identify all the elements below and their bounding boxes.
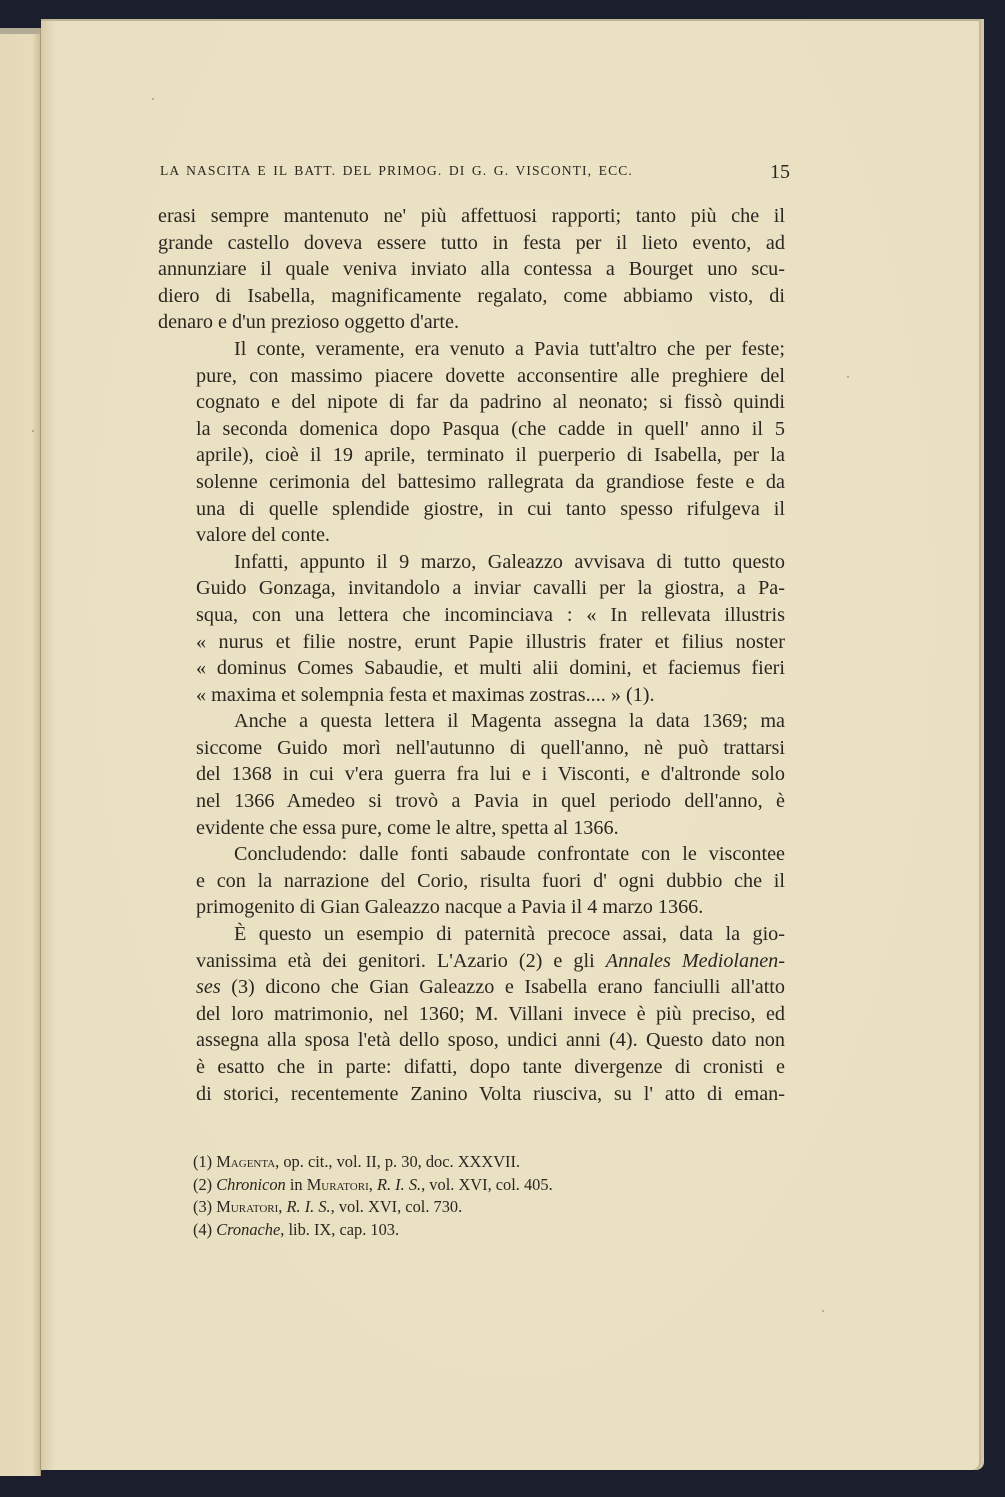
text-line: è esatto che in parte: difatti, dopo tante divergenze di cronisti e bbox=[196, 1056, 785, 1078]
footnote-number: (1) bbox=[193, 1152, 213, 1171]
paragraph-4 bbox=[158, 708, 785, 841]
footnote-2 bbox=[193, 1174, 753, 1197]
text-line bbox=[158, 948, 785, 975]
footnote-text: , bbox=[368, 1174, 377, 1194]
text-line: « maxima et solempnia festa et maximas zostras.... » (1). bbox=[196, 683, 655, 706]
text-line: cognato e del nipote di far da padrino al neonato; si fissò quindi bbox=[196, 391, 785, 414]
footnote-author: Muratori bbox=[306, 1174, 369, 1194]
paragraph-2 bbox=[158, 336, 785, 549]
footnote-text: , op. cit., vol. II, p. 30, doc. XXXVII. bbox=[275, 1152, 521, 1171]
text-line: « nurus et filie nostre, erunt Papie illustris frater et filius noster bbox=[196, 630, 785, 653]
text-line: pure, con massimo piacere dovette acconsentire alle preghiere del bbox=[196, 364, 785, 387]
text-line: di storici, recentemente Zanino Volta riusciva, su l' atto di eman- bbox=[196, 1082, 785, 1105]
footnote-1 bbox=[193, 1151, 753, 1174]
text-line: erasi sempre mantenuto ne' più affettuosi rapporti; tanto più che il bbox=[158, 205, 785, 227]
text-line: assegna alla sposa l'età dello sposo, undici anni (4). Questo dato non bbox=[196, 1029, 785, 1052]
text-line: del loro matrimonio, nel 1360; M. Villani invece è più preciso, ed bbox=[196, 1002, 785, 1025]
body-text bbox=[158, 203, 785, 1107]
footnote-text: , vol. XVI, col. 730. bbox=[330, 1197, 463, 1216]
text-segment: vanissima età dei genitori. L'Azario (2) e gli bbox=[196, 949, 606, 972]
text-line: annunziare il quale veniva inviato alla contessa a Bourget uno scu- bbox=[158, 258, 785, 281]
text-line: nel 1366 Amedeo si trovò a Pavia in quel periodo dell'anno, è bbox=[196, 790, 785, 813]
paper-speck bbox=[822, 1310, 824, 1312]
footnote-text: , vol. XVI, col. 405. bbox=[421, 1174, 553, 1194]
footnote-title: Cronache bbox=[216, 1219, 281, 1239]
footnote-number: (4) bbox=[193, 1219, 213, 1239]
footnote-text: , lib. IX, cap. 103. bbox=[280, 1219, 400, 1239]
footnotes bbox=[193, 1151, 753, 1241]
text-line bbox=[158, 974, 785, 1001]
text-line: solenne cerimonia del battesimo rallegrata da grandiose feste e da bbox=[196, 470, 785, 493]
facing-page-fold bbox=[0, 28, 40, 34]
text-line: « dominus Comes Sabaudie, et multi alii domini, et faciemus fieri bbox=[196, 657, 785, 680]
footnote-text: , bbox=[278, 1197, 287, 1216]
paragraph-6 bbox=[158, 921, 785, 1107]
text-line: una di quelle splendide giostre, in cui tanto spesso rifulgeva il bbox=[196, 497, 785, 520]
text-line: la seconda domenica dopo Pasqua (che cadde in quell' anno il 5 bbox=[196, 417, 785, 440]
text-line: e con la narrazione del Corio, risulta fuori d' ogni dubbio che il bbox=[196, 869, 785, 892]
text-line: Il conte, veramente, era venuto a Pavia tutt'altro che per feste; bbox=[234, 337, 785, 360]
paragraph-5 bbox=[158, 841, 785, 921]
text-line: evidente che essa pure, come le altre, spetta al 1366. bbox=[196, 816, 619, 839]
text-line: Anche a questa lettera il Magenta assegna la data 1369; ma bbox=[234, 710, 785, 733]
text-line: Guido Gonzaga, invitandolo a inviar cavalli per la giostra, a Pa- bbox=[196, 577, 785, 600]
paper-speck bbox=[32, 430, 34, 432]
text-line: aprile), cioè il 19 aprile, terminato il puerperio di Isabella, per la bbox=[196, 444, 785, 467]
paragraph-1 bbox=[158, 203, 785, 336]
page-number: 15 bbox=[770, 161, 790, 183]
footnote-author: Muratori bbox=[216, 1197, 279, 1216]
italic-title: ses bbox=[196, 976, 221, 999]
paragraph-3 bbox=[158, 549, 785, 709]
footnote-title: Chronicon bbox=[216, 1174, 286, 1194]
text-line: Concludendo: dalle fonti sabaude confrontate con le viscontee bbox=[234, 843, 785, 866]
text-line: denaro e d'un prezioso oggetto d'arte. bbox=[158, 311, 460, 334]
footnote-4 bbox=[193, 1219, 753, 1242]
text-line: valore del conte. bbox=[196, 524, 330, 547]
text-line: Infatti, appunto il 9 marzo, Galeazzo avvisava di tutto questo bbox=[234, 550, 785, 573]
text-line: grande castello doveva essere tutto in festa per il lieto evento, ad bbox=[158, 231, 785, 254]
footnote-number: (2) bbox=[193, 1174, 213, 1194]
facing-page-edge bbox=[0, 28, 41, 1476]
text-segment: (3) dicono che Gian Galeazzo e Isabella erano fanciulli all'atto bbox=[220, 976, 785, 999]
footnote-series: R. I. S. bbox=[376, 1174, 422, 1194]
footnote-number: (3) bbox=[193, 1197, 213, 1216]
text-line: squa, con una lettera che incominciava : « In rellevata illustris bbox=[196, 603, 785, 626]
footnote-author: Magenta bbox=[216, 1152, 276, 1171]
paper-speck bbox=[847, 376, 849, 378]
text-line: È questo un esempio di paternità precoce assai, data la gio- bbox=[234, 923, 785, 946]
italic-title: Annales Mediolanen- bbox=[605, 949, 785, 972]
running-title: LA NASCITA E IL BATT. DEL PRIMOG. DI G. G. VISCONTI, ECC. bbox=[160, 163, 633, 178]
text-line: diero di Isabella, magnificamente regalato, come abbiamo visto, di bbox=[158, 284, 785, 307]
text-line: primogenito di Gian Galeazzo nacque a Pavia il 4 marzo 1366. bbox=[196, 896, 704, 919]
footnote-series: R. I. S. bbox=[286, 1197, 331, 1216]
running-head bbox=[160, 161, 790, 185]
paper-speck bbox=[152, 98, 154, 100]
text-line: siccome Guido morì nell'autunno di quell'anno, nè può trattarsi bbox=[196, 736, 785, 759]
text-line: del 1368 in cui v'era guerra fra lui e i Visconti, e d'altronde solo bbox=[196, 763, 785, 786]
footnote-3 bbox=[193, 1196, 753, 1219]
footnote-text: in bbox=[285, 1174, 307, 1194]
